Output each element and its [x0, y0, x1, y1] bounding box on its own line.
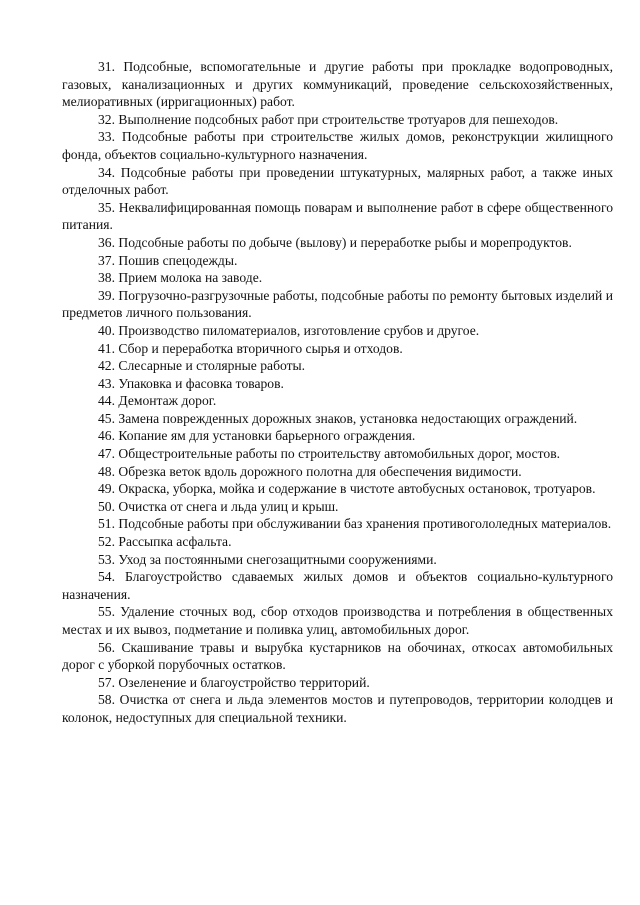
list-item: 31. Подсобные, вспомогательные и другие работы при прокладке водопроводных, газовых, канализационных и других коммуникаций, проведение сельскохозяйственных, мелиоративных (ирригационных) работ.: [62, 59, 613, 110]
list-item: 45. Замена поврежденных дорожных знаков, установка недостающих ограждений.: [98, 410, 578, 426]
list-item: 33. Подсобные работы при строительстве жилых домов, реконструкции жилищного фонда, объектов социально-культурного назначения.: [62, 129, 613, 162]
list-item: 41. Сбор и переработка вторичного сырья и отходов.: [98, 340, 403, 356]
list-item: 40. Производство пиломатериалов, изготовление срубов и другое.: [98, 322, 480, 338]
list-item: 38. Прием молока на заводе.: [98, 270, 263, 286]
list-item: 51. Подсобные работы при обслуживании баз хранения противогололедных материалов.: [98, 516, 612, 532]
list-item: 57. Озеленение и благоустройство территорий.: [98, 674, 370, 690]
list-item: 42. Слесарные и столярные работы.: [98, 358, 306, 374]
list-item: 39. Погрузочно-разгрузочные работы, подсобные работы по ремонту бытовых изделий и предметов личного пользования.: [62, 287, 613, 321]
list-item: 47. Общестроительные работы по строительству автомобильных дорог, мостов.: [98, 446, 561, 462]
list-item: 34. Подсобные работы при проведении штукатурных, малярных работ, а также иных отделочных работ.: [62, 164, 613, 198]
list-item: 36. Подсобные работы по добыче (вылову) и переработке рыбы и морепродуктов.: [98, 234, 572, 250]
list-item: 37. Пошив спецодежды.: [98, 252, 238, 268]
list-item: 35. Неквалифицированная помощь поварам и выполнение работ в сфере общественного питания.: [62, 199, 613, 233]
list-item: 52. Рассыпка асфальта.: [98, 534, 232, 550]
list-item: 54. Благоустройство сдаваемых жилых домов и объектов социально-культурного назначения.: [62, 569, 613, 602]
list-item: 32. Выполнение подсобных работ при строительстве тротуаров для пешеходов.: [98, 111, 559, 127]
list-item: 49. Окраска, уборка, мойка и содержание в чистоте автобусных остановок, тротуаров.: [98, 481, 596, 497]
list-item: 58. Очистка от снега и льда элементов мостов и путепроводов, территории колодцев и колонок, недоступных для специальной техники.: [62, 692, 613, 725]
list-item: 48. Обрезка веток вдоль дорожного полотна для обеспечения видимости.: [98, 463, 522, 479]
list-item: 50. Очистка от снега и льда улиц и крыш.: [98, 498, 339, 514]
list-item: 55. Удаление сточных вод, сбор отходов производства и потребления в общественных местах и их вывоз, подметание и поливка улиц, автомобильных дорог.: [62, 604, 613, 637]
work-types-list: [62, 58, 613, 727]
list-item: 53. Уход за постоянными снегозащитными сооружениями.: [98, 551, 437, 567]
list-item: 43. Упаковка и фасовка товаров.: [98, 375, 284, 391]
list-item: 44. Демонтаж дорог.: [98, 393, 217, 409]
list-item: 56. Скашивание травы и вырубка кустарников на обочинах, откосах автомобильных дорог с уборкой порубочных остатков.: [62, 639, 613, 673]
list-item: 46. Копание ям для установки барьерного ограждения.: [98, 428, 416, 444]
